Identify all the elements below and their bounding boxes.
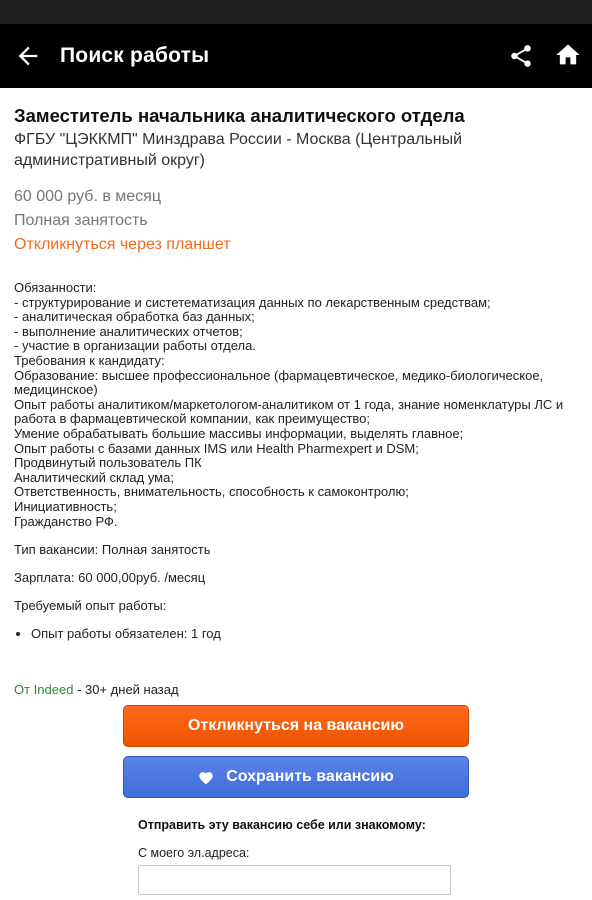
apply-button[interactable] xyxy=(123,705,469,747)
experience-label: Требуемый опыт работы: xyxy=(14,598,167,614)
apply-via-tablet-link[interactable]: Откликнуться через планшет xyxy=(14,236,231,253)
employment-type: Полная занятость xyxy=(14,212,148,229)
pay-info: Зарплата: 60 000,00руб. /месяц xyxy=(14,570,206,586)
experience-list xyxy=(14,626,578,642)
status-bar xyxy=(0,0,592,24)
job-details xyxy=(14,104,578,697)
source-line xyxy=(14,682,578,697)
job-description xyxy=(14,281,578,529)
job-title: Заместитель начальника аналитического отдела xyxy=(14,105,465,126)
description-line: - структурирование и систетематизация данных по лекарственным средствам; xyxy=(14,294,491,310)
description-line: Гражданство РФ. xyxy=(14,513,118,529)
share-by-email-section xyxy=(138,818,458,895)
save-button-label: Сохранить вакансию xyxy=(226,768,394,785)
save-job-button[interactable] xyxy=(123,756,469,798)
source-provider: От Indeed xyxy=(14,682,74,698)
description-line: Образование: высшее профессиональное (фармацевтическое, медико-биологическое, медицинское) xyxy=(14,367,547,398)
heart-icon xyxy=(198,770,214,785)
source-separator: - xyxy=(73,682,86,698)
from-email-label: С моего эл.адреса: xyxy=(138,846,250,860)
share-icon[interactable] xyxy=(508,43,534,69)
description-line: - выполнение аналитических отчетов; xyxy=(14,323,243,339)
apply-button-label: Откликнуться на вакансию xyxy=(187,717,405,734)
description-line: Опыт работы с базами данных IMS или Health Pharmexpert и DSM; xyxy=(14,440,419,456)
vacancy-type: Тип вакансии: Полная занятость xyxy=(14,542,211,558)
from-email-field[interactable] xyxy=(138,865,451,895)
description-line: Аналитический склад ума; xyxy=(14,469,174,485)
list-item: • Опыт работы обязателен: 1 год xyxy=(31,626,578,642)
share-heading: Отправить эту вакансию себе или знакомому: xyxy=(138,818,426,832)
description-line: Продвинутый пользователь ПК xyxy=(14,455,202,471)
description-line: Опыт работы аналитиком/маркетологом-аналитиком от 1 года, знание номенклатуры ЛС и работа в фармацевтической компании, как преимущество; xyxy=(14,396,567,427)
company-location: ФГБУ "ЦЭККМП" Минздрава России - Москва (Центральный административный округ) xyxy=(14,131,463,169)
description-line: - участие в организации работы отдела. xyxy=(14,338,256,354)
description-line: - аналитическая обработка баз данных; xyxy=(14,309,255,325)
description-line: Обязанности: xyxy=(14,280,97,295)
description-line: Требования к кандидату: xyxy=(14,352,165,368)
posted-age: 30+ дней назад xyxy=(85,682,179,698)
description-line: Умение обрабатывать большие массивы информации, выделять главное; xyxy=(14,425,464,441)
home-icon[interactable] xyxy=(554,41,582,69)
description-line: Инициативность; xyxy=(14,498,117,514)
salary: 60 000 руб. в месяц xyxy=(14,188,162,205)
app-bar xyxy=(0,24,592,88)
back-arrow-icon[interactable] xyxy=(14,42,42,70)
description-line: Ответственность, внимательность, способность к самоконтролю; xyxy=(14,484,409,500)
app-title: Поиск работы xyxy=(60,44,210,67)
